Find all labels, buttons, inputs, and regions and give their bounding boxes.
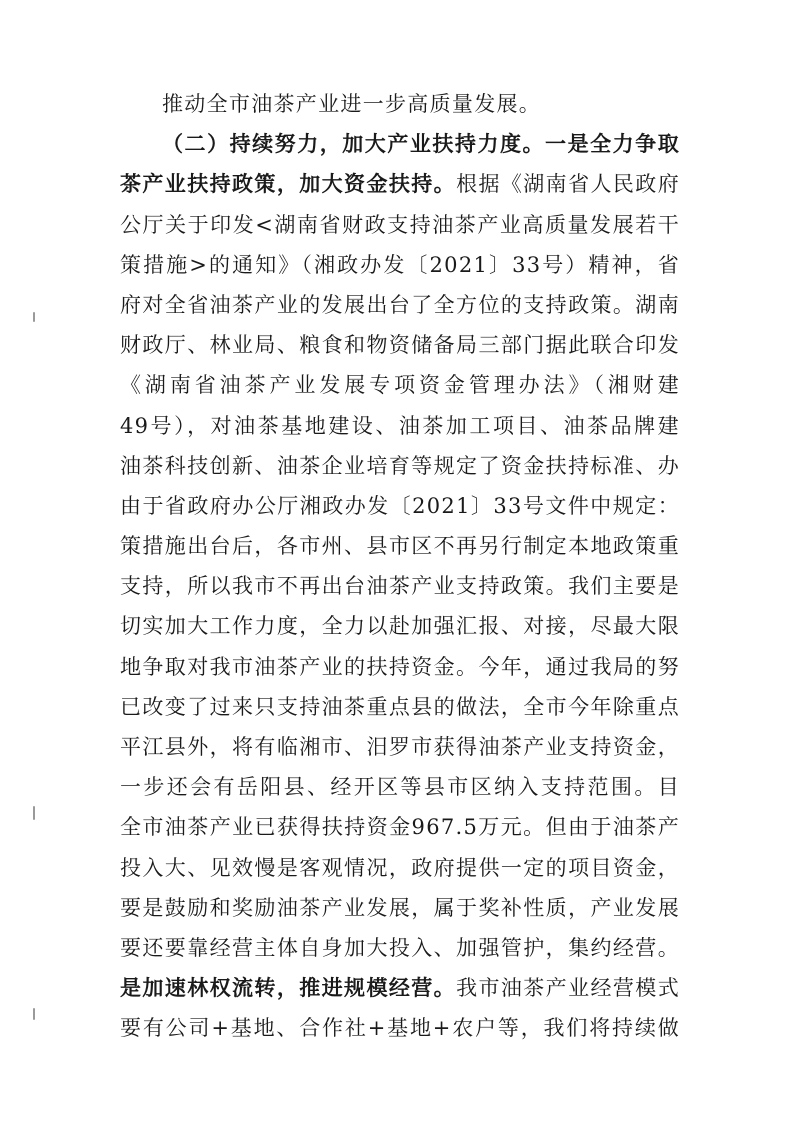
text-line [120,848,680,888]
text-run: 支持，所以我市不再出台油茶产业支持政策。我们主要是 [120,574,680,599]
text-run: 策措施出台后，各市州、县市区不再另行制定本地政策重 [120,534,680,559]
text-run: 要是鼓励和奖励油茶产业发展，属于奖补性质，产业发展 [120,895,680,920]
text-run: 投入大、见效慢是客观情况，政府提供一定的项目资金， [120,855,680,880]
text-line [120,606,680,646]
text-line [120,84,680,124]
text-line [120,446,680,486]
text-run: 由于省政府办公厅湘政办发〔2021〕33号文件中规定： [120,493,680,518]
text-run: 切实加大工作力度，全力以赴加强汇报、对接，尽最大限 [120,614,680,639]
text-run: 油茶科技创新、油茶企业培育等规定了资金扶持标准、办 [120,453,680,478]
text-run: 府对全省油茶产业的发展出台了全方位的支持政策。湖南 [120,292,680,317]
text-line [120,526,680,566]
text-run: 全市油茶产业已获得扶持资金967.5万元。但由于油茶产 [120,815,680,840]
bold-text-run: 茶产业扶持政策，加大资金扶持。 [120,171,457,197]
text-line [120,687,680,727]
text-line [120,807,680,847]
text-line [120,164,680,204]
text-run: 根据《湖南省人民政府 [456,172,680,197]
text-line [120,205,680,245]
text-run: 我市油茶产业经营模式 [456,976,680,1001]
text-line [120,888,680,928]
text-line [120,124,680,164]
text-line [120,727,680,767]
text-line [120,566,680,606]
text-line [120,365,680,405]
text-run: 地争取对我市油茶产业的扶持资金。今年，通过我局的努 [120,654,680,679]
text-line [120,767,680,807]
scan-mark [33,312,35,322]
text-line [120,486,680,526]
text-run: 推动全市油茶产业进一步高质量发展。 [162,92,542,116]
bold-text-run: 是加速林权流转，推进规模经营。 [120,975,457,1001]
text-run: 公厅关于印发<湖南省财政支持油茶产业高质量发展若干 [120,212,680,237]
text-line [120,406,680,446]
text-line [120,647,680,687]
text-run: 49号），对油茶基地建设、油茶加工项目、油茶品牌建 [120,413,680,438]
document-page [120,84,680,1049]
text-run: 财政厅、林业局、粮食和物资储备局三部门据此联合印发 [120,333,680,358]
text-line [120,325,680,365]
text-run: 要有公司+基地、合作社+基地+农户等，我们将持续做 [120,1016,680,1041]
text-run: 《湖南省油茶产业发展专项资金管理办法》（湘财建 [120,373,680,398]
text-run: 策措施>的通知》（湘政办发〔2021〕33号）精神，省 [120,252,680,277]
text-line [120,928,680,968]
text-line [120,968,680,1008]
text-line [120,285,680,325]
text-run: 要还要靠经营主体自身加大投入、加强管护，集约经营。 [120,935,680,960]
text-line [120,1008,680,1048]
text-run: 已改变了过来只支持油茶重点县的做法，全市今年除重点 [120,694,680,719]
body-text [120,84,680,1049]
text-line [120,245,680,285]
bold-text-run: （二）持续努力，加大产业扶持力度。一是全力争取 [162,131,680,157]
scan-mark [33,1008,35,1020]
text-run: 一步还会有岳阳县、经开区等县市区纳入支持范围。目 [120,775,680,800]
text-run: 平江县外，将有临湘市、汨罗市获得油茶产业支持资金， [120,735,680,759]
scan-mark [33,806,35,820]
